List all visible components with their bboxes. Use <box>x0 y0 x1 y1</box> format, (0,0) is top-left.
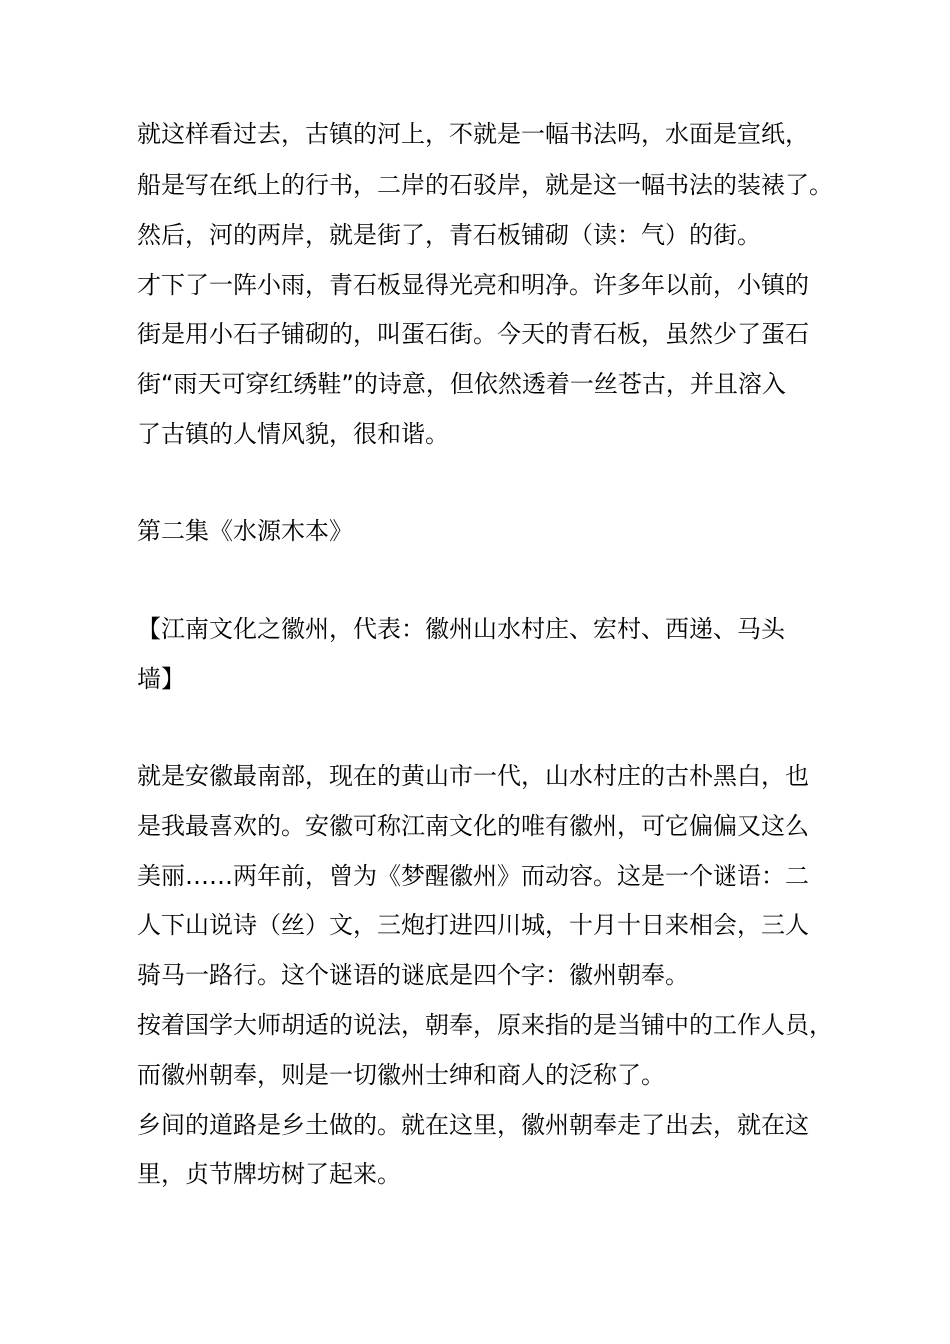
text-line: 而徽州朝奉，则是一切徽州士绅和商人的泛称了。 <box>137 1061 665 1089</box>
text-line: 街是用小石子铺砌的，叫蛋石街。今天的青石板，虽然少了蛋石 <box>137 320 809 348</box>
text-line: 里，贞节牌坊树了起来。 <box>137 1160 401 1188</box>
text-line: 船是写在纸上的行书，二岸的石驳岸，就是这一幅书法的装裱了。 <box>137 171 833 199</box>
section-tag: 【江南文化之徽州，代表：徽州山水村庄、宏村、西递、马头 <box>137 615 785 643</box>
episode-heading: 第二集《水源木本》 <box>137 517 353 545</box>
text-line: 按着国学大师胡适的说法，朝奉，原来指的是当铺中的工作人员， <box>137 1011 833 1039</box>
section-tag: 墙】 <box>137 665 185 693</box>
text-line: 了古镇的人情风貌，很和谐。 <box>137 420 449 448</box>
text-line: 就这样看过去，古镇的河上，不就是一幅书法吗，水面是宣纸， <box>137 120 809 148</box>
text-line: 街“雨天可穿红绣鞋”的诗意，但依然透着一丝苍古，并且溶入 <box>137 370 786 398</box>
text-line: 才下了一阵小雨，青石板显得光亮和明净。许多年以前，小镇的 <box>137 271 809 299</box>
text-line: 就是安徽最南部，现在的黄山市一代，山水村庄的古朴黑白，也 <box>137 762 809 790</box>
text-line: 人下山说诗（丝）文，三炮打进四川城，十月十日来相会，三人 <box>137 911 809 939</box>
text-line: 乡间的道路是乡土做的。就在这里，徽州朝奉走了出去，就在这 <box>137 1111 809 1139</box>
text-line: 骑马一路行。这个谜语的谜底是四个字：徽州朝奉。 <box>137 961 689 989</box>
text-line: 然后，河的两岸，就是街了，青石板铺砌（读：气）的街。 <box>137 221 761 249</box>
text-line: 是我最喜欢的。安徽可称江南文化的唯有徽州，可它偏偏又这么 <box>137 812 809 840</box>
text-line: 美丽……两年前，曾为《梦醒徽州》而动容。这是一个谜语：二 <box>137 862 809 890</box>
